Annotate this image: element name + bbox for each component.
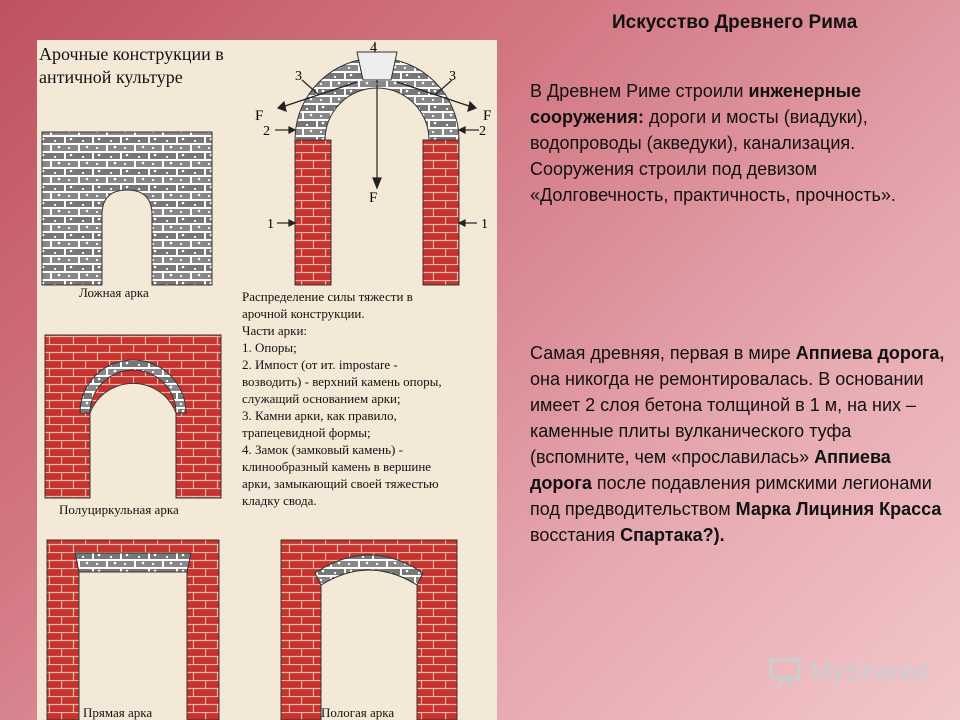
- p1-text-b: дороги и мосты (виадуки), водопроводы (акведуки), канализация. Сооружения строили под девизом «Долговечность, практичность, прочность».: [530, 107, 896, 205]
- legend-line: арочной конструкции.: [242, 306, 365, 321]
- caption-shallow-arch: Пологая арка: [321, 705, 395, 720]
- caption-false-arch: Ложная арка: [79, 285, 149, 300]
- force-diagram: [255, 41, 491, 285]
- figure-title-line-2: античной культуре: [39, 67, 183, 87]
- p2-text-a: Самая древняя, первая в мире: [530, 343, 796, 363]
- legend-line: кладку свода.: [242, 493, 317, 508]
- straight-arch-drawing: [47, 540, 219, 720]
- figure-title: [39, 43, 279, 89]
- legend-line: 2. Импост (от ит. impostare -: [242, 357, 398, 372]
- label-f-down: F: [369, 190, 378, 206]
- legend-line: арки, замыкающий своей тяжестью: [242, 476, 439, 491]
- label-f-right: F: [483, 108, 492, 124]
- p1-text-a: В Древнем Риме строили: [530, 81, 749, 101]
- p2-bold-b: Аппиева дорога: [530, 447, 891, 493]
- semicircular-arch-drawing: [45, 335, 221, 498]
- p2-bold-d: Спартака?).: [620, 525, 725, 545]
- watermark-text: MyShared: [810, 656, 929, 686]
- label-1-right: 1: [481, 217, 488, 232]
- shallow-arch-drawing: [281, 540, 457, 720]
- parts-legend: [242, 288, 497, 509]
- legend-line: 4. Замок (замковый камень) -: [242, 442, 403, 457]
- legend-line: 3. Камни арки, как правило,: [242, 408, 397, 423]
- watermark-logo: [768, 656, 929, 687]
- arch-figure: [37, 40, 497, 720]
- legend-line: 1. Опоры;: [242, 340, 297, 355]
- figure-title-line-1: Арочные конструкции в: [39, 44, 224, 64]
- caption-straight-arch: Прямая арка: [83, 705, 153, 720]
- legend-line: возводить) - верхний камень опоры,: [242, 374, 442, 389]
- label-3-left: 3: [295, 69, 302, 84]
- p2-bold-c: Марка Лициния Красса: [735, 499, 942, 519]
- false-arch-drawing: [42, 132, 212, 285]
- label-2-right: 2: [479, 124, 486, 139]
- p2-bold-a: Аппиева дорога,: [795, 343, 945, 363]
- label-f-left: F: [255, 108, 264, 124]
- slide-title: Искусство Древнего Рима: [612, 12, 858, 33]
- label-1-left: 1: [267, 217, 274, 232]
- label-4: 4: [370, 41, 377, 56]
- label-3-right: 3: [449, 69, 456, 84]
- paragraph-appian-way: [530, 340, 950, 548]
- p2-text-c: после подавления римскими легионами под предводительством: [530, 473, 932, 519]
- p2-text-b: она никогда не ремонтировалась. В основании имеет 2 слоя бетона толщиной в 1 м, на них – каменные плиты вулканического туфа (вспомните, чем «прославилась»: [530, 369, 924, 467]
- presentation-icon: [768, 657, 802, 687]
- legend-line: трапецевидной формы;: [242, 425, 371, 440]
- p1-bold-a: инженерные сооружения:: [530, 81, 862, 127]
- p2-text-d: восстания: [530, 525, 621, 545]
- legend-line: Распределение силы тяжести в: [242, 289, 413, 304]
- label-2-left: 2: [263, 124, 270, 139]
- paragraph-engineering: [530, 78, 950, 208]
- legend-line: служащий основанием арки;: [242, 391, 401, 406]
- legend-line: клинообразный камень в вершине: [242, 459, 432, 474]
- legend-line: Части арки:: [242, 323, 308, 338]
- caption-semicircular-arch: Полуциркульная арка: [59, 502, 179, 517]
